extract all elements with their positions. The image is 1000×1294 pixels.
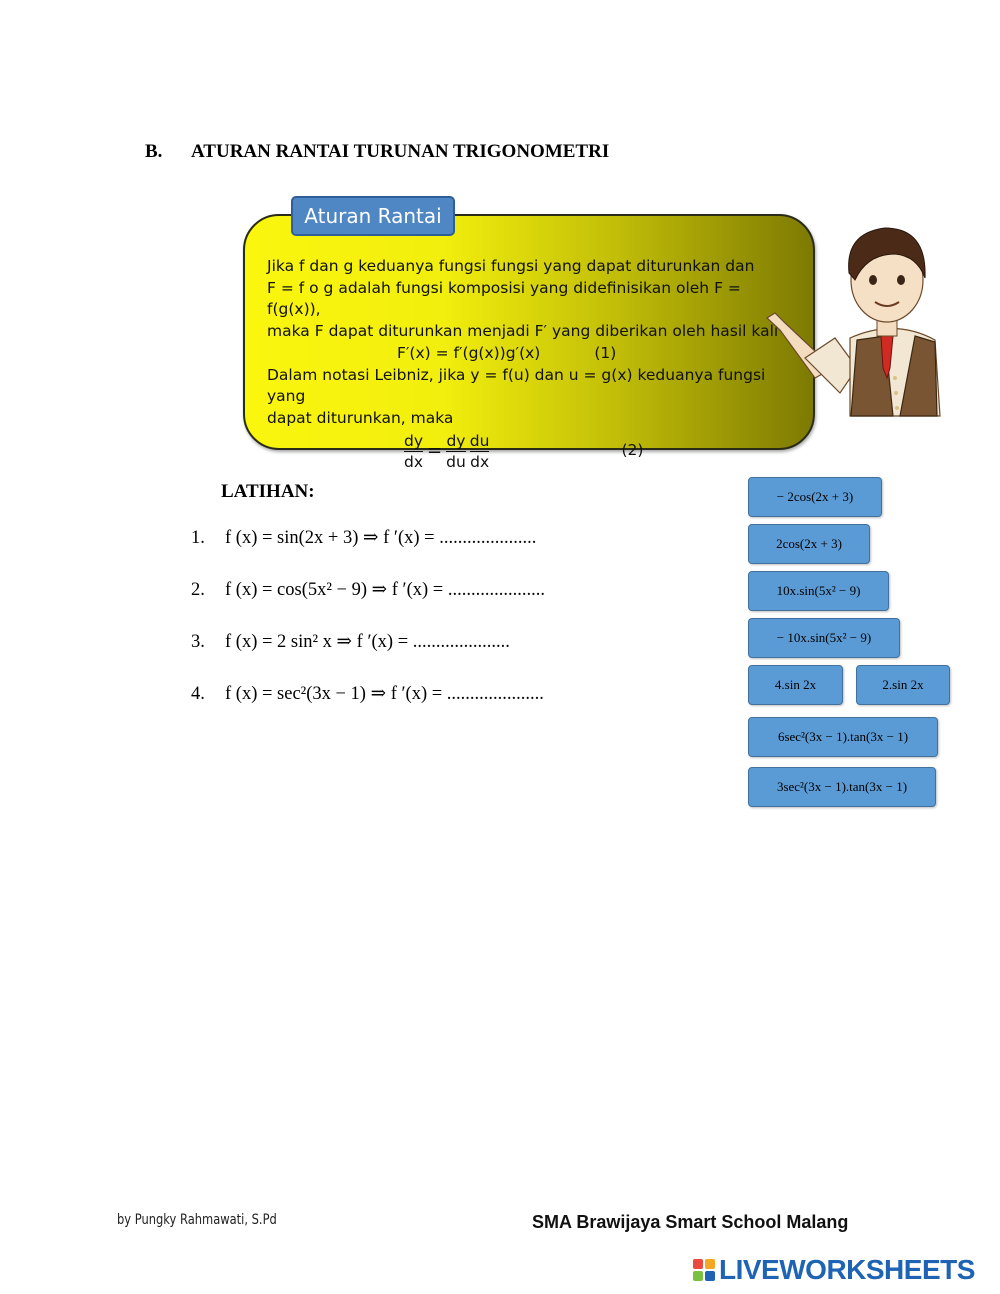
- rule-line-4: Dalam notasi Leibniz, jika y = f(u) dan u = g(x) keduanya fungsi yang: [267, 365, 766, 406]
- answer-chip-2cos[interactable]: 2cos(2x + 3): [748, 524, 870, 564]
- fraction-du-dx: $\frac{du}{dx}$: [469, 431, 490, 471]
- question-1-text: f (x) = sin(2x + 3) ⇒ f ′(x) = .....................: [225, 528, 537, 548]
- equals-sign: =: [427, 440, 443, 462]
- footer-author: by Pungky Rahmawati, S.Pd: [117, 1212, 277, 1228]
- rule-line-1: Jika f dan g keduanya fungsi fungsi yang dapat diturunkan dan: [267, 257, 755, 275]
- fraction-dy-dx: $\frac{dy}{dx}$: [404, 431, 424, 471]
- question-1: 1. f (x) = sin(2x + 3) ⇒ f ′(x) = .....................: [191, 528, 537, 548]
- liveworksheets-brand: LIVEWORKSHEETS: [719, 1254, 975, 1285]
- question-3: 3. f (x) = 2 sin² x ⇒ f ′(x) = .....................: [191, 632, 510, 652]
- chain-rule-tab: Aturan Rantai: [291, 196, 455, 236]
- question-2-text: f (x) = cos(5x² − 9) ⇒ f ′(x) = .....................: [225, 580, 545, 600]
- section-title: ATURAN RANTAI TURUNAN TRIGONOMETRI: [191, 141, 610, 162]
- rule-line-5: dapat diturunkan, maka: [267, 408, 454, 427]
- question-3-text: f (x) = 2 sin² x ⇒ f ′(x) = .....................: [225, 632, 510, 652]
- answer-chip-neg-2cos[interactable]: − 2cos(2x + 3): [748, 477, 882, 517]
- section-number: B.: [145, 141, 163, 162]
- section-heading: [145, 141, 609, 163]
- answer-chip-4sin2x[interactable]: 4.sin 2x: [748, 665, 843, 705]
- question-4: 4. f (x) = sec²(3x − 1) ⇒ f ′(x) = .....................: [191, 684, 544, 704]
- chain-rule-text: [267, 256, 797, 472]
- leibniz-formula: [267, 431, 797, 472]
- formula-1-row: [267, 343, 797, 365]
- footer-school: SMA Brawijaya Smart School Malang: [532, 1212, 849, 1232]
- answer-chip-2sin2x[interactable]: 2.sin 2x: [856, 665, 950, 705]
- fraction-dy-du: $\frac{dy}{du}$: [446, 431, 466, 471]
- answer-chip-10x-sin[interactable]: 10x.sin(5x² − 9): [748, 571, 889, 611]
- formula-2-number: (2): [621, 441, 644, 460]
- liveworksheets-logo[interactable]: [693, 1254, 975, 1286]
- formula-1-number: (1): [594, 343, 617, 362]
- formula-1: F′(x) = f′(g(x))g′(x): [397, 343, 541, 362]
- liveworksheets-logo-icon: [693, 1259, 715, 1281]
- rule-line-2: F = f o g adalah fungsi komposisi yang didefinisikan oleh F = f(g(x)),: [267, 278, 741, 319]
- teacher-character-icon: [745, 218, 950, 418]
- answer-chip-6sec[interactable]: 6sec²(3x − 1).tan(3x − 1): [748, 717, 938, 757]
- answer-chip-neg-10x-sin[interactable]: − 10x.sin(5x² − 9): [748, 618, 900, 658]
- question-4-text: f (x) = sec²(3x − 1) ⇒ f ′(x) = .....................: [225, 684, 544, 704]
- rule-line-3: maka F dapat diturunkan menjadi F′ yang diberikan oleh hasil kali: [267, 322, 779, 341]
- latihan-label: LATIHAN:: [221, 481, 315, 502]
- answer-chip-3sec[interactable]: 3sec²(3x − 1).tan(3x − 1): [748, 767, 936, 807]
- question-2: 2. f (x) = cos(5x² − 9) ⇒ f ′(x) = .....................: [191, 580, 545, 600]
